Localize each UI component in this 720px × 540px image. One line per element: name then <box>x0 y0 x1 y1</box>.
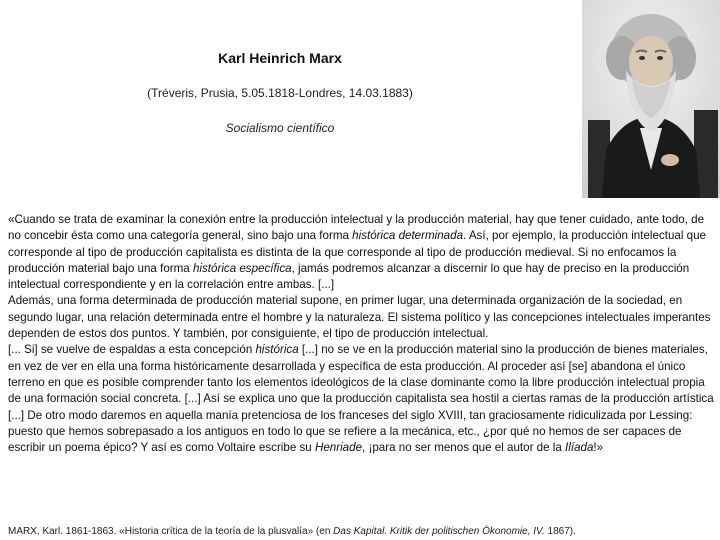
school-of-thought: Socialismo científico <box>225 121 335 135</box>
emphasis: histórica específica <box>192 261 292 275</box>
page-title: Karl Heinrich Marx <box>218 50 342 66</box>
portrait-illustration <box>582 0 720 198</box>
citation-title: Das Kapital. Kritik der politischen Ökonomie, IV. <box>333 526 545 537</box>
quote-paragraph-1: «Cuando se trata de examinar la conexión entre la producción intelectual y la producción material, hay que tener cuidado, ante todo, de no concebir ésta como una categoría general, sino bajo una forma histórica determinada. Así, por ejemplo, la producción intelectual que corresponde al tipo de producción capitalista es distinta de la que corresponde al tipo de producción medieval. Si no enfocamos la producción material bajo una forma histórica específica, jamás podremos alcanzar a discernir lo que hay de preciso en la producción intelectual correspondiente y en la correlación entre ambas. [...] <box>8 213 706 292</box>
quote-paragraph-3: [... Si] se vuelve de espaldas a esta concepción histórica [...] no se ve en la producción material sino la producción de bienes materiales, en vez de ver en ella una forma históricamente desarrollada y específica de esta producción. Al proceder así [se] abandona el único terreno en que es posible comprender tanto los elementos ideológicos de la clase dominante como la libre producción intelectual propia de una formación social concreta. [...] Así se explica uno que la producción capitalista sea hostil a ciertas ramas de la producción artística [...] De otro modo daremos en aquella manía pretenciosa de los franceses del siglo XVIII, tan graciosamente ridiculizada por Lessing: puesto que hemos sobrepasado a los antiguos en todo lo que se refiere a la mecánica, etc., ¿por qué no hemos de ser capaces de escribir un poema épico? Y así es como Voltaire escribe su Henriade, ¡para no ser menos que el autor de la Ilíada!» <box>8 343 714 455</box>
emphasis: histórica <box>255 343 299 357</box>
emphasis: Ilíada <box>565 441 594 455</box>
quote-text <box>8 212 714 456</box>
emphasis: histórica determinada <box>352 229 464 243</box>
citation: MARX, Karl. 1861-1863. «Historia crítica de la teoría de la plusvalía» (en Das Kapital. Kritik der politischen Ökonomie, IV. 1867). <box>8 526 576 537</box>
quote-paragraph-2: Además, una forma determinada de producción material supone, en primer lugar, una determinada organización de la sociedad, en segundo lugar, una relación determinada entre el hombre y la naturaleza. El sistema político y las concepciones intelectuales imperantes dependen de estos dos puntos. Y también, por consiguiente, el tipo de producción intelectual. <box>8 294 711 341</box>
portrait-photo-icon <box>582 0 720 198</box>
birth-death-dates: (Tréveris, Prusia, 5.05.1818-Londres, 14.03.1883) <box>147 86 413 100</box>
emphasis: Henriade <box>314 441 363 455</box>
